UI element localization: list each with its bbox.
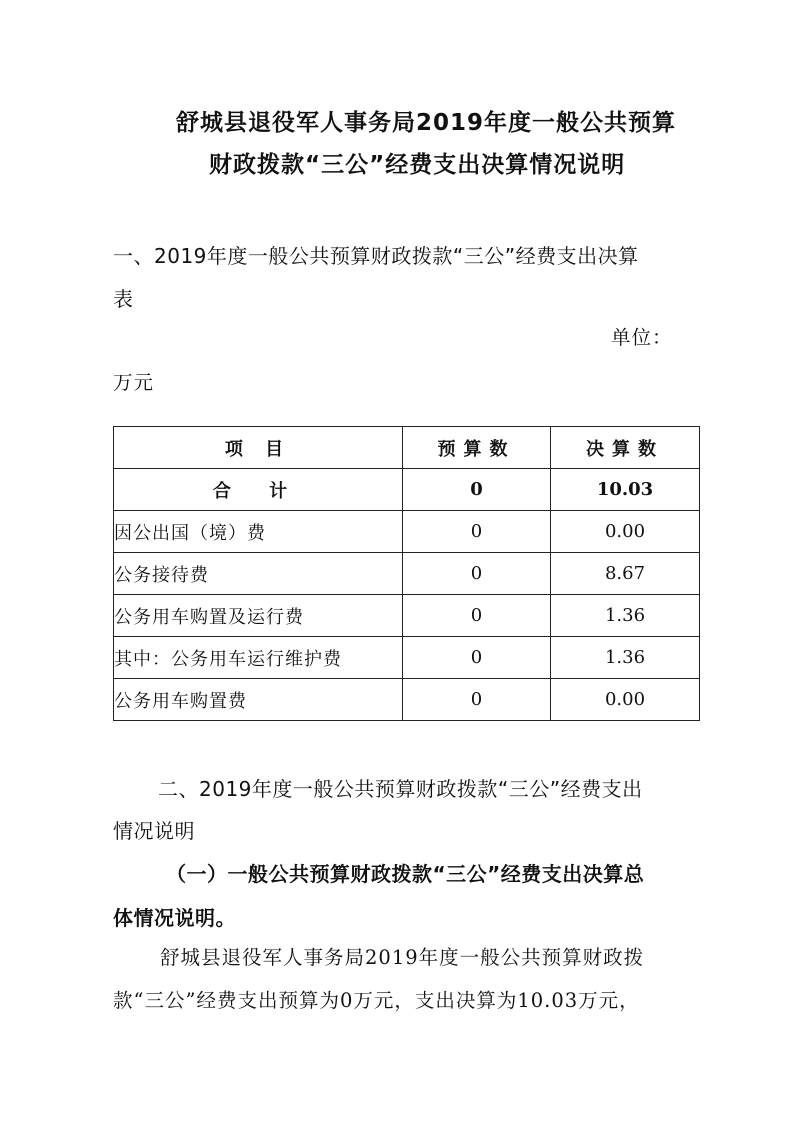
row-label: 公务接待费 [114,553,403,595]
paragraph-line-1: 舒城县退役军人事务局2019年度一般公共预算财政拨 [160,946,645,969]
total-label: 合 计 [114,469,403,511]
section-2-heading-line-2: 情况说明 [113,819,195,843]
row-label: 公务用车购置费 [114,679,403,721]
section-1-heading-line-2: 表 [113,287,134,311]
row-actual: 8.67 [551,553,700,595]
total-actual: 10.03 [551,469,700,511]
row-actual: 0.00 [551,679,700,721]
table-row [114,637,700,679]
table-row [114,595,700,637]
header-actual: 决算数 [551,427,700,469]
table-total-row [114,469,700,511]
total-budget: 0 [403,469,551,511]
table-row [114,511,700,553]
header-item: 项 目 [114,427,403,469]
row-actual: 1.36 [551,595,700,637]
section-2-heading-line-1: 二、2019年度一般公共预算财政拨款“三公”经费支出 [158,777,643,801]
table-row [114,553,700,595]
row-label: 其中：公务用车运行维护费 [114,637,403,679]
expense-table [113,426,700,721]
row-budget: 0 [403,553,551,595]
table-row [114,679,700,721]
subsection-1-heading-line-2: 体情况说明。 [113,906,236,930]
table-header-row [114,427,700,469]
header-budget: 预算数 [403,427,551,469]
row-budget: 0 [403,511,551,553]
document-title-line-1: 舒城县退役军人事务局2019年度一般公共预算 [176,110,677,136]
row-actual: 0.00 [551,511,700,553]
row-label: 因公出国（境）费 [114,511,403,553]
unit-value: 万元 [113,371,155,394]
unit-label: 单位： [611,326,673,349]
row-budget: 0 [403,679,551,721]
section-1-heading-line-1: 一、2019年度一般公共预算财政拨款“三公”经费支出决算 [113,244,639,268]
row-actual: 1.36 [551,637,700,679]
document-title-line-2: 财政拨款“三公”经费支出决算情况说明 [209,152,626,178]
paragraph-line-2: 款“三公”经费支出预算为0万元，支出决算为10.03万元， [113,989,640,1012]
row-budget: 0 [403,595,551,637]
subsection-1-heading-line-1: （一）一般公共预算财政拨款“三公”经费支出决算总 [166,862,645,886]
row-label: 公务用车购置及运行费 [114,595,403,637]
row-budget: 0 [403,637,551,679]
